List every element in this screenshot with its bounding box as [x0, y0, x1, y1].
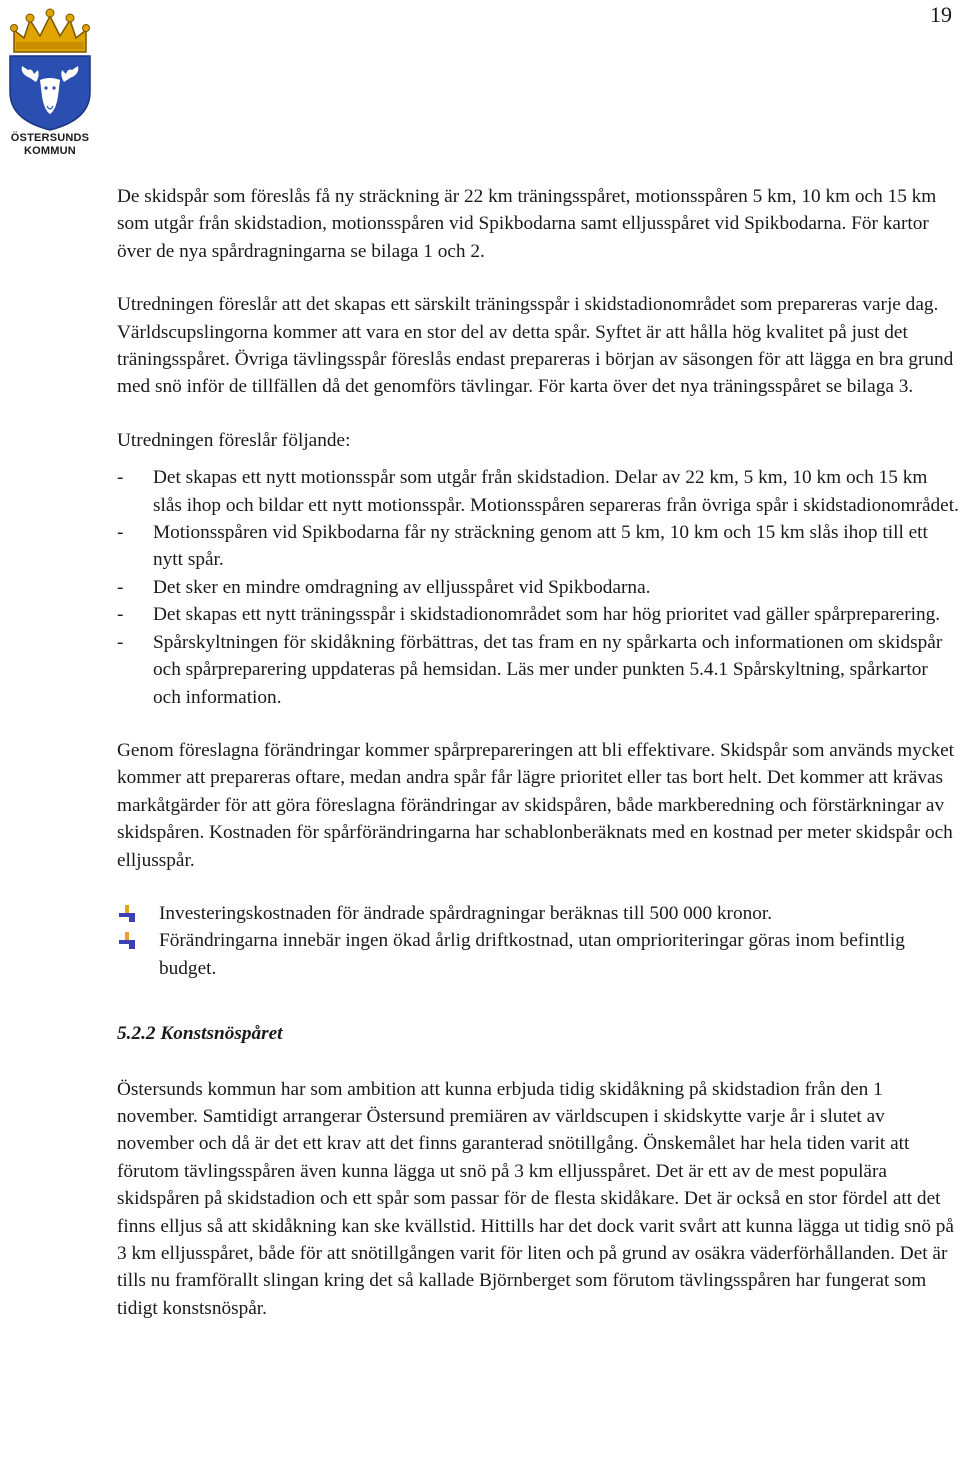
dash-marker: -: [117, 576, 124, 598]
dash-marker: -: [117, 631, 124, 653]
paragraph-proposals-intro: Utredningen föreslår följande:: [117, 429, 351, 451]
bullet-square-icon: [119, 905, 137, 923]
logo-wordmark: [0, 132, 100, 158]
list-item: [117, 629, 960, 711]
list-item-text: Det sker en mindre omdragning av elljusspåret vid Spikbodarna.: [153, 576, 651, 598]
cost-bullet-list: [117, 900, 960, 982]
logo-line-2: KOMMUN: [24, 145, 76, 157]
list-item: [117, 574, 960, 601]
list-item: [117, 519, 960, 574]
bullet-text: Förändringarna innebär ingen ökad årlig driftkostnad, utan omprioriteringar göras inom befintlig budget.: [159, 930, 905, 979]
paragraph-training-track: Utredningen föreslår att det skapas ett särskilt träningsspår i skidstadionområdet som prepareras varje dag. Världscupslingorna kommer att vara en stor del av detta spår. Syftet är att hålla hög kvalitet på just det träningsspåret. Övriga tävlingsspår föreslås endast prepareras i början av säsongen för att lägga en bra grund med snö inför de tillfällen då det genomförs tävlingar. För karta över det nya träningsspåret se bilaga 3.: [117, 294, 954, 398]
dash-marker: -: [117, 522, 124, 544]
list-item-text: Spårskyltningen för skidåkning förbättras, det tas fram en ny spårkarta och informationen om skidspår och spårpreparering uppdateras på hemsidan. Läs mer under punkten 5.4.1 Spårskyltning, spårkartor och information.: [153, 631, 943, 708]
list-item: [117, 464, 960, 519]
logo-line-1: ÖSTERSUNDS: [10, 132, 90, 144]
paragraph-track-changes: De skidspår som föreslås få ny sträckning är 22 km träningsspåret, motionsspåren 5 km, 10 km och 15 km som utgår från skidstadion, motionsspåren vid Spikbodarna samt elljusspåret vid Spikbodarna. För kartor över de nya spårdragningarna se bilaga 1 och 2.: [117, 186, 937, 262]
list-item: [117, 927, 960, 982]
list-item: [117, 601, 960, 628]
bullet-square-icon: [119, 932, 137, 950]
list-item-text: Motionsspåren vid Spikbodarna får ny sträckning genom att 5 km, 10 km och 15 km slås ihop till ett nytt spår.: [153, 522, 928, 571]
proposal-list: [117, 464, 960, 711]
paragraph-effects: Genom föreslagna förändringar kommer spårprepareringen att bli effektivare. Skidspår som används mycket kommer att prepareras oftare, medan andra spår får lägre prioritet eller tas bort helt. Det kommer att krävas markåtgärder för att göra föreslagna förändringar av skidspåren, både markberedning och förstärkningar av skidspåren. Kostnaden för spårförändringarna har schablonberäknats med en kostnad per meter skidspår och elljusspår.: [117, 739, 955, 871]
dash-marker: -: [117, 467, 124, 489]
municipality-logo: [0, 0, 100, 170]
document-body: [117, 183, 960, 1322]
section-heading: 5.2.2 Konstsnöspåret: [117, 1023, 283, 1045]
bullet-text: Investeringskostnaden för ändrade spårdragningar beräknas till 500 000 kronor.: [159, 902, 773, 924]
page-number: 19: [930, 2, 952, 27]
dash-marker: -: [117, 604, 124, 626]
list-item-text: Det skapas ett nytt träningsspår i skidstadionområdet som har hög prioritet vad gäller spårpreparering.: [153, 604, 941, 626]
list-item-text: Det skapas ett nytt motionsspår som utgår från skidstadion. Delar av 22 km, 5 km, 10 km och 15 km slås ihop och bildar ett nytt motionsspår. Motionsspåren separeras från övriga spår i skidstadionområdet.: [153, 467, 959, 516]
list-item: [117, 900, 960, 927]
paragraph-artificial-snow: Östersunds kommun har som ambition att kunna erbjuda tidig skidåkning på skidstadion från den 1 november. Samtidigt arrangerar Östersund premiären av världscupen i skidskytte varje år i slutet av november och då är det ett krav att det finns garanterad snötillgång. Önskemålet har hela tiden varit att förutom tävlingsspåren även kunna lägga ut snö på 3 km elljusspåret. Det är ett av de mest populära skidspåren på skidstadion och ett spår som passar för de flesta skidåkare. Det är också en stor fördel att det finns elljus så att skidåkning kan ske kvällstid. Hittills har det dock varit svårt att kunna lägga ut tidig snö på 3 km elljusspåret, både för att snötillgången varit för liten och på grund av osäkra väderförhållanden. Det är tills nu framförallt slingan kring det så kallade Björnberget som förutom tävlingsspåren har fungerat som tidigt konstsnöspår.: [117, 1078, 954, 1319]
crest-icon: [0, 0, 100, 132]
